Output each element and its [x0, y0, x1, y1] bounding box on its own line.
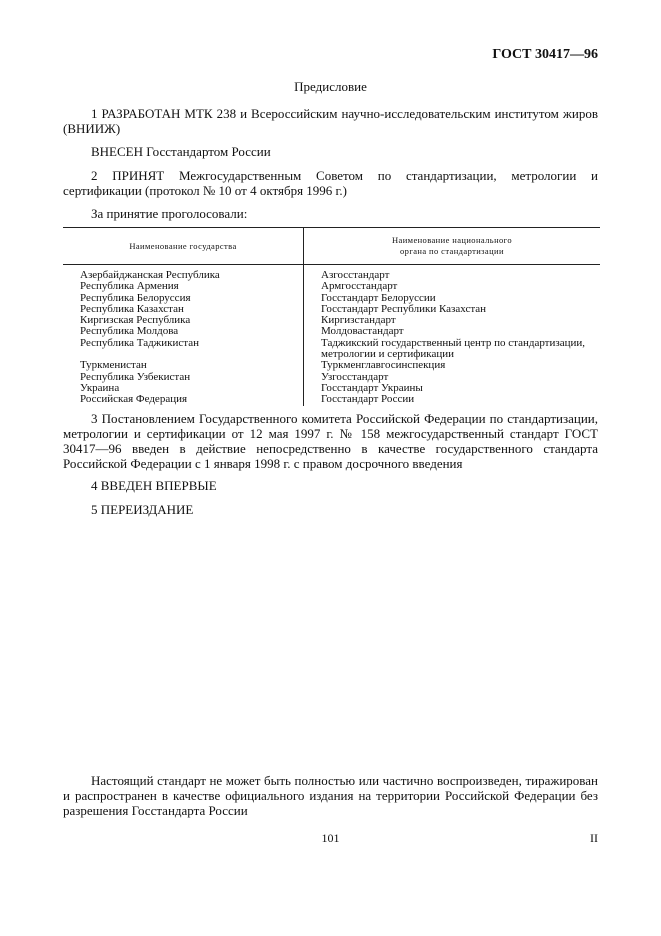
paragraph-enacted: 3 Постановлением Государственного комитета Российской Федерации по стандартизации, метрологии и сертификации от 12 мая 1997 г. № 158 межгосударственный стандарт ГОСТ 30417—96 введен в действие непосредственно в качестве государственного стандарта Российской Федерации с 1 января 1998 г. с правом досрочного введения	[63, 411, 598, 471]
body-name: Узгосстандарт	[321, 370, 389, 383]
bodies-column	[304, 265, 601, 406]
body-name: Госстандарт Республики Казахстан	[321, 302, 487, 315]
body-name: Армгосстандарт	[321, 280, 398, 293]
page-number: 101	[321, 831, 340, 845]
body-name: Госстандарт Белоруссии	[321, 291, 436, 304]
state-name: Украина	[80, 381, 120, 394]
states-column	[63, 265, 304, 406]
paragraph-first-introduced: 4 ВВЕДЕН ВПЕРВЫЕ	[91, 478, 217, 493]
paragraph-reissue: 5 ПЕРЕИЗДАНИЕ	[91, 502, 194, 517]
table-row	[63, 265, 600, 406]
body-name: Госстандарт Украины	[321, 381, 423, 394]
voted-label: За принятие проголосовали:	[91, 206, 248, 221]
roman-page-number: II	[590, 831, 598, 845]
table-header-body-line2: органа по стандартизации	[400, 246, 504, 256]
voting-table	[63, 227, 600, 406]
state-name: Киргизская Республика	[80, 314, 191, 327]
body-name: Таджикский государственный центр по стандартизации,	[321, 336, 586, 349]
standard-code-header: ГОСТ 30417—96	[492, 47, 598, 62]
table-header-row	[63, 228, 600, 265]
paragraph-adopted: 2 ПРИНЯТ Межгосударственным Советом по стандартизации, метрологии и сертификации (протокол № 10 от 4 октября 1996 г.)	[63, 168, 598, 198]
body-name: Госстандарт России	[321, 393, 415, 406]
body-name: метрологии и сертификации	[321, 348, 454, 361]
table-header-body-line1: Наименование национального	[392, 235, 512, 245]
state-name: Российская Федерация	[80, 393, 188, 406]
table-header-state: Наименование государства	[63, 228, 304, 265]
state-name: Азербайджанская Республика	[80, 269, 220, 281]
state-name: Туркменистан	[80, 359, 147, 372]
body-name: Молдовастандарт	[321, 325, 404, 338]
page-title: Предисловие	[294, 79, 367, 94]
body-name: Азгосстандарт	[321, 269, 390, 281]
state-name: Республика Таджикистан	[80, 336, 199, 349]
state-name: Республика Молдова	[80, 325, 179, 338]
body-name: Туркменглавгосинспекция	[321, 359, 446, 372]
body-name: Киргизстандарт	[321, 314, 396, 327]
state-name: Республика Белоруссия	[80, 291, 191, 304]
state-name: Республика Армения	[80, 280, 179, 293]
paragraph-developed: 1 РАЗРАБОТАН МТК 238 и Всероссийским научно-исследовательским институтом жиров (ВНИИЖ)	[63, 106, 598, 136]
table-header-body	[304, 228, 601, 265]
paragraph-introduced: ВНЕСЕН Госстандартом России	[91, 144, 271, 159]
state-name: Республика Узбекистан	[80, 370, 191, 383]
copyright-notice: Настоящий стандарт не может быть полностью или частично воспроизведен, тиражирован и распространен в качестве официального издания на территории Российской Федерации без разрешения Госстандарта России	[63, 773, 598, 818]
state-name: Республика Казахстан	[80, 302, 184, 315]
